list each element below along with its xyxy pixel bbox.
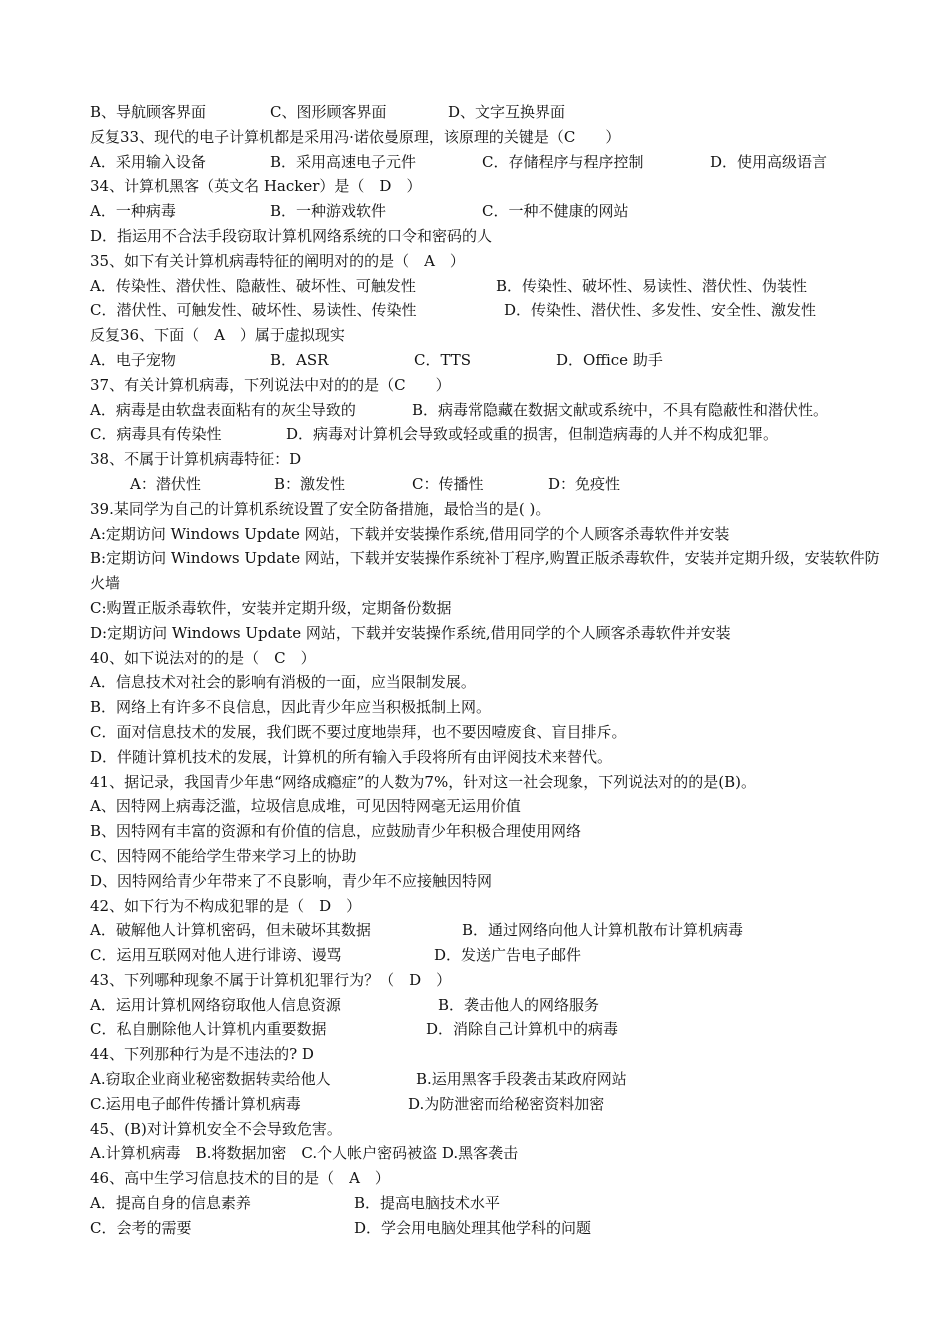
- option-text: C．潜伏性、可触发性、破坏性、易读性、传染性: [90, 301, 417, 320]
- text-line: [90, 918, 890, 943]
- option-text: A．电子宠物: [90, 350, 176, 369]
- text-line: 40、如下说法对的的是（ C ）: [90, 648, 316, 667]
- option-text: D．发送广告电子邮件: [434, 946, 582, 965]
- option-text: A.窃取企业商业秘密数据转卖给他人: [90, 1070, 331, 1089]
- option-text: B．袭击他人的网络服务: [438, 995, 600, 1014]
- text-line: [90, 1191, 890, 1216]
- option-text: B．ASR: [270, 350, 329, 369]
- option-text: A．传染性、潜伏性、隐蔽性、破坏性、可触发性: [90, 276, 416, 295]
- option-text: D．消除自己计算机中的病毒: [426, 1020, 619, 1039]
- text-line: [90, 348, 890, 373]
- text-line: [90, 100, 890, 125]
- text-line: 37、有关计算机病毒，下列说法中对的的是（C ）: [90, 375, 451, 394]
- option-text: A．提高自身的信息素养: [90, 1194, 251, 1213]
- text-line: [90, 150, 890, 175]
- text-line: [90, 472, 890, 497]
- text-line: A、因特网上病毒泛滥，垃圾信息成堆，可见因特网毫无运用价值: [90, 797, 521, 816]
- text-line: [90, 398, 890, 423]
- text-line: 41、据记录，我国青少年患“网络成瘾症”的人数为7%，针对这一社会现象，下列说法对的的是(B)。: [90, 772, 756, 791]
- text-line: A:定期访问 Windows Update 网站，下载并安装操作系统,借用同学的个人顾客杀毒软件并安装: [90, 524, 730, 543]
- option-text: C、图形顾客界面: [270, 103, 387, 121]
- text-line: 45、(B)对计算机安全不会导致危害。: [90, 1119, 342, 1138]
- option-text: C．运用互联网对他人进行诽谤、谩骂: [90, 946, 342, 965]
- option-text: A．破解他人计算机密码，但未破坏其数据: [90, 921, 371, 940]
- text-line: 46、高中生学习信息技术的目的是（ A ）: [90, 1169, 390, 1188]
- option-text: B．提高电脑技术水平: [354, 1194, 501, 1213]
- text-line: 反复33、现代的电子计算机都是采用冯·诺依曼原理，该原理的关键是（C ）: [90, 127, 621, 146]
- option-text: A．一种病毒: [90, 202, 176, 221]
- text-line: B:定期访问 Windows Update 网站，下载并安装操作系统补丁程序,购置正版杀毒软件，安装并定期升级，安装软件防火墙: [90, 549, 880, 593]
- option-text: C．TTS: [414, 350, 472, 369]
- text-line: 42、如下行为不构成犯罪的是（ D ）: [90, 896, 362, 915]
- option-text: B：激发性: [274, 474, 346, 493]
- text-line: D、因特网给青少年带来了不良影响，青少年不应接触因特网: [90, 871, 493, 890]
- text-line: [90, 1092, 890, 1117]
- text-line: 43、下列哪种现象不属于计算机犯罪行为？（ D ）: [90, 970, 452, 989]
- text-line: [90, 1067, 890, 1092]
- text-line: [90, 274, 890, 299]
- option-text: B、导航顾客界面: [90, 103, 207, 121]
- option-text: C．会考的需要: [90, 1218, 192, 1237]
- option-text: B．通过网络向他人计算机散布计算机病毒: [462, 921, 744, 940]
- option-text: D.为防泄密而给秘密资料加密: [408, 1094, 605, 1113]
- option-text: D．使用高级语言: [710, 152, 828, 171]
- text-line: D．指运用不合法手段窃取计算机网络系统的口令和密码的人: [90, 226, 493, 245]
- text-line: [90, 1017, 890, 1042]
- option-text: C．病毒具有传染性: [90, 425, 222, 444]
- option-text: B．病毒常隐藏在数据文献或系统中，不具有隐蔽性和潜伏性。: [412, 400, 829, 419]
- text-line: 35、如下有关计算机病毒特征的阐明对的的是（ A ）: [90, 251, 465, 270]
- option-text: B.运用黑客手段袭击某政府网站: [416, 1070, 627, 1089]
- option-text: A．病毒是由软盘表面粘有的灰尘导致的: [90, 400, 356, 419]
- text-line: [90, 298, 890, 323]
- text-line: A.计算机病毒 B.将数据加密 C.个人帐户密码被盗 D.黑客袭击: [90, 1144, 519, 1163]
- text-line: 34、计算机黑客（英文名 Hacker）是（ D ）: [90, 177, 422, 196]
- text-line: [90, 1216, 890, 1241]
- option-text: B．一种游戏软件: [270, 202, 387, 221]
- option-text: C．存储程序与程序控制: [482, 152, 644, 171]
- option-text: D．学会用电脑处理其他学科的问题: [354, 1218, 592, 1237]
- text-line: C．面对信息技术的发展，我们既不要过度地崇拜，也不要因噎废食、盲目排斥。: [90, 722, 627, 741]
- option-text: D：免疫性: [548, 474, 621, 493]
- text-line: [90, 943, 890, 968]
- text-line: 44、下列那种行为是不违法的? D: [90, 1045, 314, 1064]
- text-line: B．网络上有许多不良信息，因此青少年应当积极抵制上网。: [90, 698, 492, 717]
- option-text: D．传染性、潜伏性、多发性、安全性、激发性: [504, 301, 817, 320]
- option-text: C.运用电子邮件传播计算机病毒: [90, 1094, 301, 1113]
- option-text: A．运用计算机网络窃取他人信息资源: [90, 995, 341, 1014]
- text-line: [90, 993, 890, 1018]
- option-text: A：潜伏性: [130, 474, 201, 493]
- text-line: [90, 422, 890, 447]
- option-text: B．传染性、破坏性、易读性、潜伏性、伪装性: [496, 276, 808, 295]
- text-line: [90, 199, 890, 224]
- option-text: A．采用输入设备: [90, 152, 206, 171]
- text-line: B、因特网有丰富的资源和有价值的信息，应鼓励青少年积极合理使用网络: [90, 822, 582, 841]
- option-text: B．采用高速电子元件: [270, 152, 417, 171]
- text-line: D:定期访问 Windows Update 网站，下载并安装操作系统,借用同学的个人顾客杀毒软件并安装: [90, 623, 731, 642]
- option-text: D、文字互换界面: [448, 103, 566, 121]
- text-line: A．信息技术对社会的影响有消极的一面，应当限制发展。: [90, 673, 476, 692]
- option-text: C：传播性: [412, 474, 484, 493]
- document-body: [90, 100, 890, 1241]
- option-text: D．Office 助手: [556, 350, 663, 369]
- text-line: 38、不属于计算机病毒特征：D: [90, 450, 302, 469]
- text-line: C:购置正版杀毒软件，安装并定期升级，定期备份数据: [90, 598, 452, 617]
- text-line: C、因特网不能给学生带来学习上的协助: [90, 846, 357, 865]
- text-line: 39.某同学为自己的计算机系统设置了安全防备措施，最恰当的是( )。: [90, 499, 551, 518]
- option-text: C．私自删除他人计算机内重要数据: [90, 1020, 327, 1039]
- text-line: 反复36、下面（ A ）属于虚拟现实: [90, 326, 345, 345]
- option-text: D．病毒对计算机会导致或轻或重的损害，但制造病毒的人并不构成犯罪。: [286, 425, 779, 444]
- text-line: D．伴随计算机技术的发展，计算机的所有输入手段将所有由评阅技术来替代。: [90, 747, 613, 766]
- option-text: C．一种不健康的网站: [482, 202, 629, 221]
